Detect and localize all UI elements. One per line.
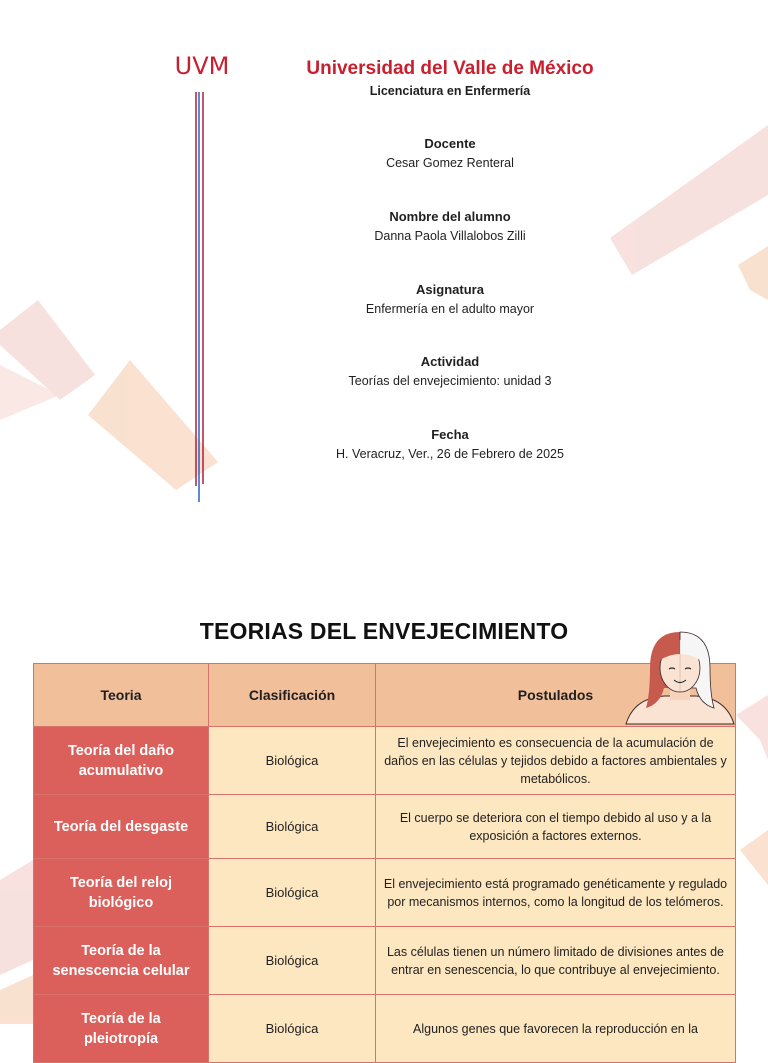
theory-cell: Teoría del desgaste: [34, 795, 209, 859]
column-header-clasificacion: Clasificación: [209, 664, 376, 727]
uvm-logo: UVM: [174, 52, 230, 80]
table-row: [34, 859, 736, 927]
table-row: [34, 795, 736, 859]
postulate-cell: Las células tienen un número limitado de divisiones antes de entrar en senescencia, lo que contribuye al envejecimiento.: [376, 927, 736, 995]
theory-cell: Teoría del daño acumulativo: [34, 727, 209, 795]
classification-cell: Biológica: [209, 859, 376, 927]
table-title: TEORIAS DEL ENVEJECIMIENTO: [199, 618, 569, 644]
postulate-cell: El envejecimiento está programado genéticamente y regulado por mecanismos internos, como la longitud de los telómeros.: [376, 859, 736, 927]
table-row: [34, 995, 736, 1063]
table-row: [34, 727, 736, 795]
theory-cell: Teoría del reloj biológico: [34, 859, 209, 927]
theory-cell: Teoría de la senescencia celular: [34, 927, 209, 995]
field-label: Actividad: [420, 354, 480, 369]
table-row: [34, 927, 736, 995]
field-value: Teorías del envejecimiento: unidad 3: [348, 374, 552, 388]
field-actividad: [300, 353, 600, 390]
university-name: Universidad del Valle de México: [306, 58, 594, 79]
field-asignatura: [300, 281, 600, 318]
title-block: [280, 56, 620, 98]
column-header-teoria: Teoria: [34, 664, 209, 727]
classification-cell: Biológica: [209, 927, 376, 995]
classification-cell: Biológica: [209, 727, 376, 795]
field-label: Fecha: [431, 427, 469, 442]
classification-cell: Biológica: [209, 795, 376, 859]
field-value: Enfermería en el adulto mayor: [365, 302, 535, 316]
vertical-stripes: [194, 92, 206, 502]
woman-aging-avatar-icon: [624, 628, 736, 726]
postulate-cell: El envejecimiento es consecuencia de la acumulación de daños en las células y tejidos debido a factores ambientales y metabólicos.: [376, 727, 736, 795]
field-alumno: [300, 208, 600, 245]
column-header-postulados: Postulados: [376, 664, 736, 727]
field-label: Nombre del alumno: [389, 209, 511, 224]
theory-cell: Teoría de la pleiotropía: [34, 995, 209, 1063]
field-value: H. Veracruz, Ver., 26 de Febrero de 2025: [336, 447, 564, 461]
postulate-cell: Algunos genes que favorecen la reproducción en la: [376, 995, 736, 1063]
field-docente: [300, 135, 600, 172]
classification-cell: Biológica: [209, 995, 376, 1063]
postulate-cell: El cuerpo se deteriora con el tiempo debido al uso y a la exposición a factores externos.: [376, 795, 736, 859]
program-name: Licenciatura en Enfermería: [369, 84, 531, 98]
field-value: Danna Paola Villalobos Zilli: [374, 229, 526, 243]
field-label: Asignatura: [416, 282, 484, 297]
field-label: Docente: [424, 136, 476, 151]
field-value: Cesar Gomez Renteral: [386, 156, 514, 170]
field-fecha: [300, 426, 600, 463]
